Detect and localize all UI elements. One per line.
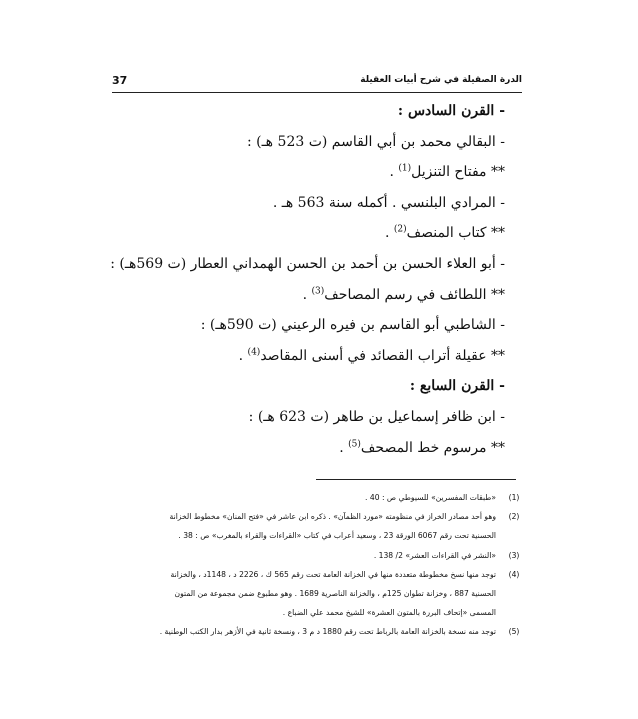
footnote [112, 507, 522, 526]
footnote-text: الحسنية 887 ، وخزانة تطوان 125م ، والخزانة الناصرية 1689 . وهو مطبوع ضمن مجموعة من المتون [174, 588, 496, 598]
work-title: ** كتاب المنصف [406, 225, 505, 242]
footnote-number: (2) [508, 512, 520, 522]
footnote [112, 622, 522, 641]
author-entry: - الشاطبي أبو القاسم بن فيره الرعيني (ت 590هـ) : [200, 317, 505, 334]
footnote-continuation [112, 603, 522, 622]
footnote-text: المسمى «إتحاف البررة بالمتون العشرة» للشيخ محمد علي الضباع . [282, 608, 496, 618]
author-entry: - المرادي البلنسي . أكمله سنة 563 هـ . [272, 194, 505, 211]
footnote-text: توجد منها نسخ مخطوطة متعددة منها في الخزانة العامة تحت رقم 565 ك ، 2226 د ، 1148د ، والخزانة [170, 569, 496, 579]
footnote-text: «طبقات المفسرين» للسيوطي ص : 40 . [365, 493, 496, 502]
footnote-ref: (4) [247, 347, 261, 358]
footnote-text: وهو أحد مصادر الخراز في منظومته «مورد الظمآن» . ذكره ابن عاشر في «فتح المنان» مخطوط الخزانة [169, 512, 496, 522]
work-entry: ** كتاب المنصف$^{(2)}$ . [384, 224, 505, 242]
footnote-rule [316, 479, 516, 480]
work-title: ** مرسوم خط المصحف [360, 439, 505, 456]
footnote-text: «النشر في القراءات العشر» 2/ 138 . [373, 550, 496, 560]
body-text [110, 96, 505, 463]
work-title: ** عقيلة أتراب القصائد في أسنى المقاصد [260, 347, 505, 364]
header-rule [112, 92, 522, 93]
work-entry: ** عقيلة أتراب القصائد في أسنى المقاصد$^{(4)}$ . [238, 347, 505, 364]
footnote-number: (3) [508, 550, 520, 560]
footnote [112, 488, 522, 507]
century-heading: - القرن السادس : [397, 103, 505, 119]
footnote-ref: (1) [398, 163, 412, 174]
footnote [112, 546, 522, 565]
footnote-ref: (5) [348, 438, 361, 449]
footnote-text: توجد منه نسخة بالخزانة العامة بالرباط تحت رقم 1880 د م 3 ، ونسخة ثانية في الأزهر بدار الكتب الوطنية . [159, 627, 496, 637]
footnote-number: (5) [508, 627, 520, 637]
author-entry: - ابن ظافر إسماعيل بن طاهر (ت 623 هـ) : [248, 408, 505, 425]
running-header [112, 74, 522, 94]
work-title: ** مفتاح التنزيل [411, 164, 505, 181]
footnote [112, 565, 522, 584]
footnote-ref: (3) [311, 285, 325, 296]
author-entry: - البقالي محمد بن أبي القاسم (ت 523 هـ) : [246, 133, 505, 150]
century-heading: - القرن السابع : [409, 378, 505, 395]
footnote-number: (4) [508, 569, 520, 579]
footnote-number: (1) [508, 493, 520, 502]
work-entry: ** مفتاح التنزيل$^{(1)}$ . [389, 163, 505, 181]
work-entry: ** مرسوم خط المصحف$^{(5)}$ . [339, 438, 505, 456]
footnote-text: الحسنية تحت رقم 6067 الورقة 23 ، وسعيد أعراب في كتاب «القراءات والقراء بالمغرب» ص : 38 . [178, 531, 496, 541]
footnotes [112, 488, 522, 642]
header-title: الدرة الصقيلة في شرح أبيات العقيلة [360, 75, 522, 85]
footnote-ref: (2) [393, 224, 407, 235]
work-entry: ** اللطائف في رسم المصاحف$^{(3)}$ . [302, 285, 505, 303]
footnote-continuation [112, 584, 522, 603]
work-title: ** اللطائف في رسم المصاحف [324, 286, 505, 303]
footnote-continuation [112, 526, 522, 545]
author-entry: - أبو العلاء الحسن بن أحمد بن الحسن الهمداني العطار (ت 569هـ) : [110, 255, 505, 272]
page-number: 37 [112, 74, 128, 87]
